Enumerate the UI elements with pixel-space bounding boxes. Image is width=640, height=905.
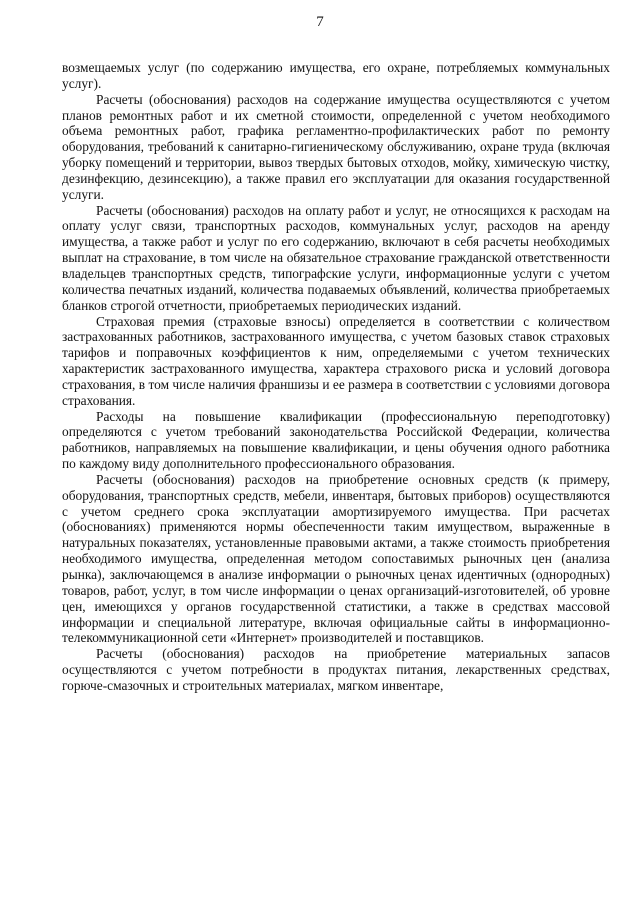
paragraph-1: возмещаемых услуг (по содержанию имущества, его охране, потребляемых коммунальных услуг). [62, 60, 610, 91]
paragraph-3: Расчеты (обоснования) расходов на оплату работ и услуг, не относящихся к расходам на оплату услуг связи, транспортных расходов, коммунальных услуг, расходов на аренду имущества, а также работ и услуг по его содержанию, включают в себя расчеты необходимых выплат на страхование, в том числе на обязательное страхование гражданской ответственности владельцев транспортных средств, типографские услуги, информационные услуги с учетом количества печатных изданий, количества подаваемых объявлений, количества приобретаемых бланков строгой отчетности, приобретаемых периодических изданий. [62, 202, 610, 313]
paragraph-5: Расходы на повышение квалификации (профессиональную переподготовку) определяются с учетом требований законодательства Российской Федерации, количества работников, направляемых на повышение квалификации, и цены обучения одного работника по каждому виду дополнительного профессионального образования. [62, 408, 610, 472]
paragraph-6: Расчеты (обоснования) расходов на приобретение основных средств (к примеру, оборудования, транспортных средств, мебели, инвентаря, бытовых приборов) осуществляются с учетом среднего срока эксплуатации амортизируемого имущества. При расчетах (обоснованиях) применяются нормы обеспеченности таким имуществом, выраженные в натуральных показателях, установленные правовыми актами, а также стоимость приобретения необходимого имущества, определенная методом сопоставимых рыночных цен (анализа рынка), заключающемся в анализе информации о рыночных ценах идентичных (однородных) товаров, работ, услуг, в том числе информации о ценах организаций-изготовителей, об уровне цен, имеющихся у органов государственной статистики, а также в средствах массовой информации и специальной литературе, включая официальные сайты в информационно-телекоммуникационной сети «Интернет» производителей и поставщиков. [62, 471, 610, 646]
paragraph-7: Расчеты (обоснования) расходов на приобретение материальных запасов осуществляются с учетом потребности в продуктах питания, лекарственных средствах, горюче-смазочных и строительных материалах, мягком инвентаре, [62, 646, 610, 693]
paragraph-4: Страховая премия (страховые взносы) определяется в соответствии с количеством застрахованных работников, застрахованного имущества, с учетом базовых ставок страховых тарифов и поправочных коэффициентов к ним, определяемыми с учетом технических характеристик застрахованного имущества, характера страхового риска и условий договора страхования, в том числе наличия франшизы и ее размера в соответствии с условиями договора страхования. [62, 313, 610, 408]
page-number: 7 [316, 14, 324, 30]
paragraph-2: Расчеты (обоснования) расходов на содержание имущества осуществляются с учетом планов ремонтных работ и их сметной стоимости, определенной с учетом необходимого объема ремонтных работ, графика регламентно-профилактических работ по ремонту оборудования, требований к санитарно-гигиеническому обслуживанию, охране труда (включая уборку помещений и территории, вывоз твердых бытовых отходов, мойку, химическую чистку, дезинфекцию, дезинсекцию), а также правил его эксплуатации для оказания государственной услуги. [62, 91, 610, 202]
document-body [62, 60, 610, 694]
